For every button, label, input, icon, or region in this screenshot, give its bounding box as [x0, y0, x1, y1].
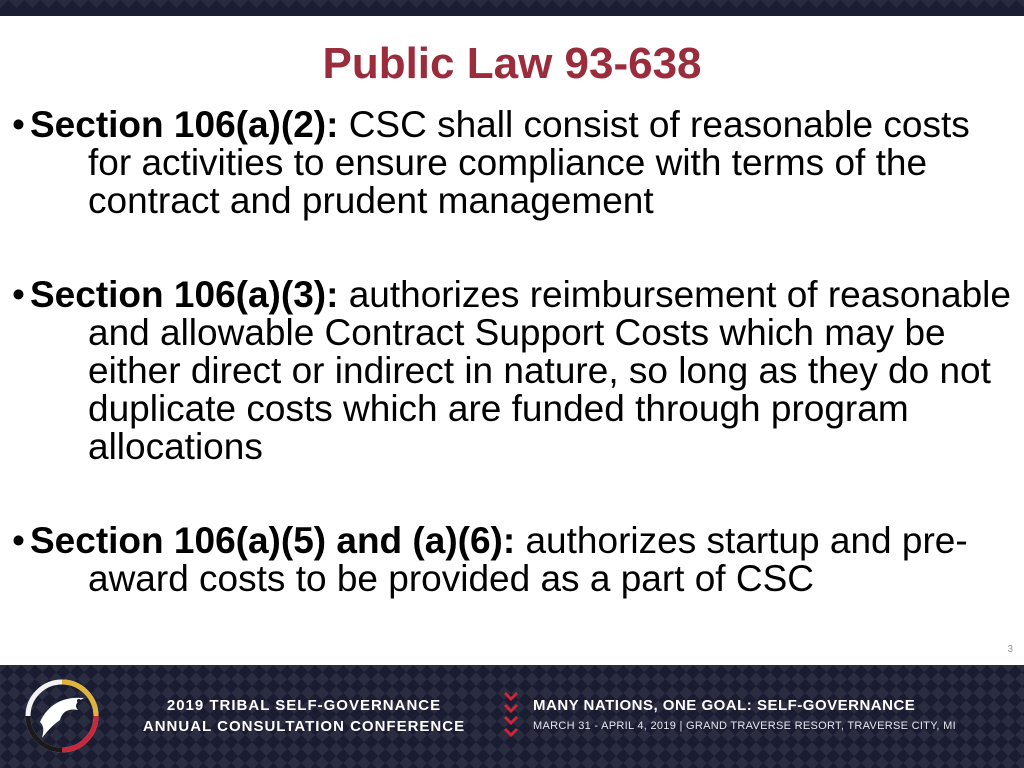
- bullet-item: [12, 106, 1012, 220]
- conference-title: [118, 695, 490, 737]
- red-chevrons-icon: [503, 691, 519, 743]
- conference-line-1: 2019 TRIBAL SELF-GOVERNANCE: [166, 697, 442, 714]
- bullet-dot: •: [12, 520, 25, 561]
- bullet-dot: •: [12, 274, 25, 315]
- bullet-text: [30, 276, 1012, 466]
- page-number: 3: [1007, 644, 1013, 655]
- bullet-lead: Section 106(a)(5) and (a)(6):: [30, 520, 516, 561]
- eagle-medicine-wheel-icon: [24, 678, 100, 754]
- bullet-body: authorizes startup and pre-award costs to be provided as a part of CSC: [88, 520, 968, 599]
- bullet-body: authorizes reimbursement of reasonable and allowable Contract Support Costs which may be either direct or indirect in nature, so long as they do not duplicate costs which are funded through program allocations: [88, 274, 1011, 467]
- footer-details: MARCH 31 - APRIL 4, 2019 | GRAND TRAVERSE RESORT, TRAVERSE CITY, MI: [533, 720, 956, 732]
- slide-title: Public Law 93-638: [322, 39, 702, 88]
- top-pattern-band: [0, 0, 1024, 16]
- bullet-dot: •: [12, 104, 25, 145]
- bullet-item: [12, 276, 1012, 466]
- bullet-lead: Section 106(a)(2):: [30, 104, 339, 145]
- bullet-text: [30, 106, 1012, 220]
- footer-banner: [0, 665, 1024, 768]
- conference-line-2: ANNUAL CONSULTATION CONFERENCE: [142, 718, 466, 735]
- bullet-lead: Section 106(a)(3):: [30, 274, 339, 315]
- bullet-text: [30, 522, 1012, 598]
- bullet-list: [12, 106, 1012, 598]
- bullet-item: [12, 522, 1012, 598]
- bullet-body: CSC shall consist of reasonable costs for activities to ensure compliance with terms of the contract and prudent management: [88, 104, 970, 221]
- footer-tagline: MANY NATIONS, ONE GOAL: SELF-GOVERNANCE: [533, 697, 916, 714]
